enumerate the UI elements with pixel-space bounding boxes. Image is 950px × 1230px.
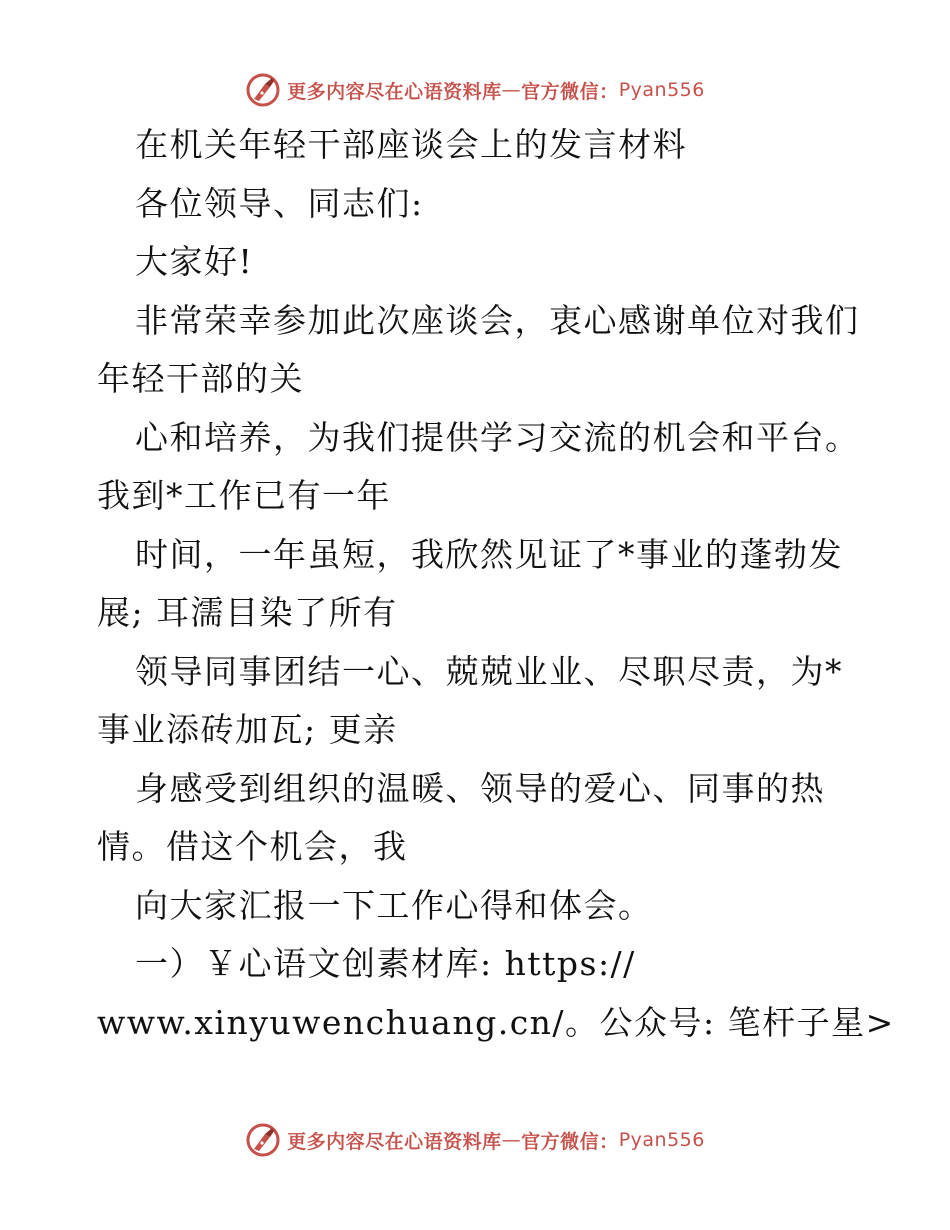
doc-line: 年轻干部的关 [97, 359, 304, 398]
doc-line: 一）￥心语文创素材库: https:// [135, 944, 636, 983]
pen-nib-circle-icon [245, 1122, 281, 1158]
document-body [97, 116, 895, 1052]
watermark-wechat-id: Pyan556 [618, 1129, 705, 1151]
doc-line: 我到*工作已有一年 [97, 476, 391, 515]
watermark-wechat-id: Pyan556 [618, 79, 705, 101]
doc-title: 在机关年轻干部座谈会上的发言材料 [135, 125, 687, 164]
doc-line: 各位领导、同志们: [135, 183, 424, 223]
watermark-main-text: 更多内容尽在心语资料库 [287, 80, 502, 103]
doc-line: 展; 耳濡目染了所有 [97, 593, 398, 632]
watermark-dash: — [501, 79, 522, 101]
doc-line: 时间，一年虽短，我欣然见证了*事业的蓬勃发 [135, 534, 843, 574]
doc-line: 大家好! [135, 242, 254, 281]
watermark-sub-text: 官方微信： [521, 80, 619, 103]
footer-watermark [0, 1122, 950, 1158]
watermark-sub-text: 官方微信： [521, 1130, 619, 1153]
doc-line: 非常荣幸参加此次座谈会，衷心感谢单位对我们 [135, 300, 860, 340]
doc-line: www.xinyuwenchuang.cn/。公众号: 笔杆子星> [97, 1002, 895, 1042]
pen-nib-circle-icon [245, 72, 281, 108]
doc-line: 领导同事团结一心、兢兢业业、尽职尽责，为* [135, 651, 843, 691]
doc-line: 事业添砖加瓦; 更亲 [97, 710, 398, 749]
doc-line: 情。借这个机会，我 [97, 827, 408, 866]
doc-line: 心和培养，为我们提供学习交流的机会和平台。 [135, 417, 860, 457]
doc-line: 身感受到组织的温暖、领导的爱心、同事的热 [135, 768, 825, 808]
doc-line: 向大家汇报一下工作心得和体会。 [135, 885, 653, 925]
header-watermark [0, 72, 950, 108]
watermark-dash: — [501, 1129, 522, 1151]
watermark-main-text: 更多内容尽在心语资料库 [287, 1130, 502, 1153]
